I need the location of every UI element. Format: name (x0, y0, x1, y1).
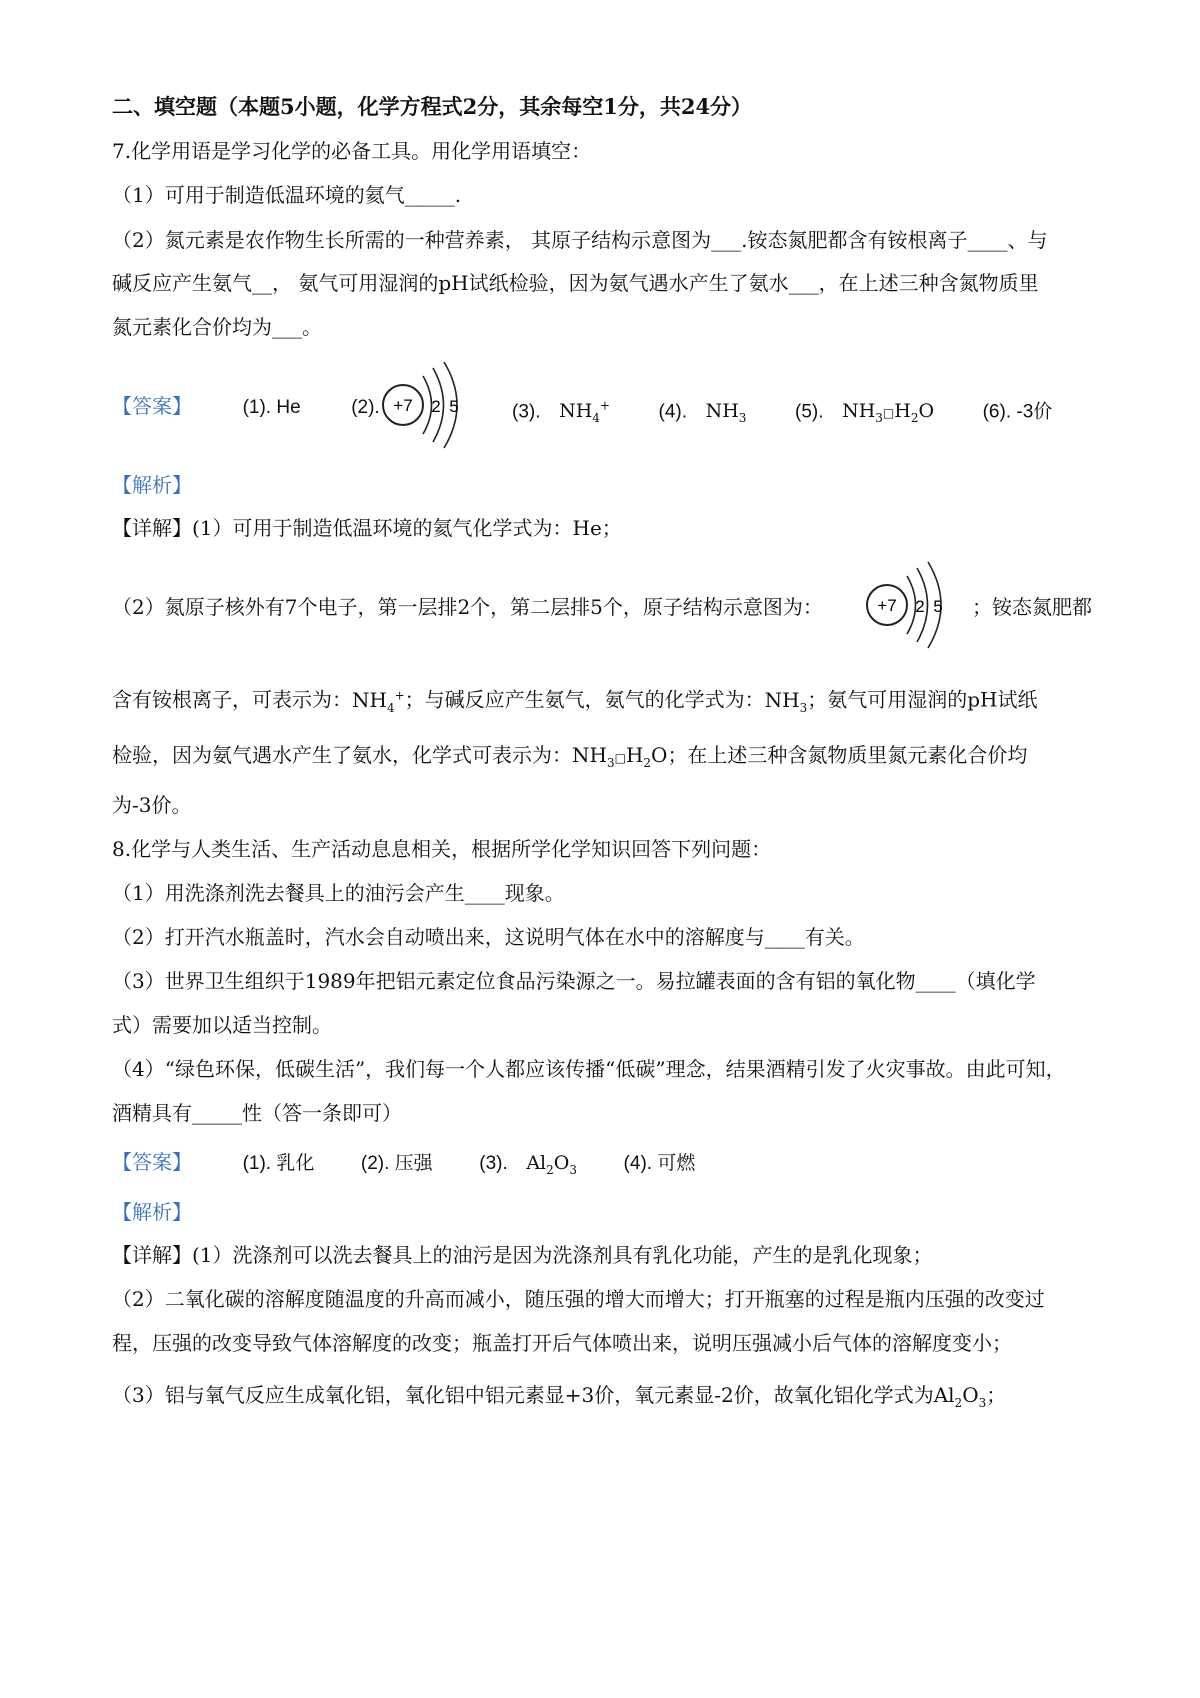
q7-stem: 7.化学用语是学习化学的必备工具。用化学用语填空： (112, 139, 592, 163)
q7-detail-2a: （2）氮原子核外有7个电子，第一层排2个，第二层排5个，原子结构示意图为： (112, 595, 823, 619)
q8-answer-2: (2). 压强 (360, 1153, 433, 1174)
q7-answer-2-label: (2). (351, 397, 380, 418)
q8-part3-line2: 式）需要加以适当控制。 (112, 1013, 332, 1037)
q7-part2-line2: 碱反应产生氨气__， 氨气可用湿润的pH试纸检验，因为氨气遇水产生了氨水___，在上述三种含氮物质里 (112, 271, 1039, 295)
shell2-electrons: 5 (449, 397, 459, 416)
q8-part2: （2）打开汽水瓶盖时，汽水会自动喷出来，这说明气体在水中的溶解度与____有关。 (112, 925, 865, 949)
q8-stem: 8.化学与人类生活、生产活动息息相关，根据所学化学知识回答下列问题： (112, 837, 772, 861)
q7-answer-6: (6). -3价 (982, 401, 1053, 423)
nh3-text: NH (705, 400, 739, 423)
q7-detail-4a: 检验，因为氨气遇水产生了氨水，化学式可表示为： (112, 743, 572, 767)
q7-detail-4 (112, 740, 1100, 778)
o-sub: 3 (569, 1162, 577, 1177)
q8-answer-label: 【答案】 (112, 1150, 192, 1174)
al-text: Al (526, 1152, 547, 1174)
q7-answer-5-formula (842, 400, 935, 426)
shell1-electrons: 2 (431, 397, 441, 416)
q8-answer-4: (4). 可燃 (623, 1153, 696, 1174)
nh3h2o-sub2-2: 2 (643, 756, 652, 770)
q8-detail-al2o3 (933, 1383, 987, 1410)
nh3-sub-2: 3 (799, 700, 808, 715)
q8-answer-1: (1). 乳化 (242, 1153, 315, 1174)
nh4-sub-2: 4 (386, 700, 395, 715)
nh3h2o-o-2: O (651, 743, 668, 767)
nh3h2o-o: O (918, 400, 935, 423)
q7-detail-1: 【详解】(1）可用于制造低温环境的氦气化学式为：He； (112, 516, 622, 540)
q7-detail-3 (112, 680, 1100, 723)
nh4-sup-2: + (394, 688, 405, 702)
nh4-text-2: NH (352, 687, 387, 712)
q8-part1: （1）用洗涤剂洗去餐具上的油污会产生____现象。 (112, 881, 565, 905)
nucleus-charge-2: +7 (877, 596, 897, 615)
q7-detail-3a: 含有铵根离子，可表示为： (112, 687, 352, 712)
nh3-text-2: NH (764, 687, 800, 712)
al-sub: 2 (546, 1162, 554, 1177)
q7-detail-4b: ；在上述三种含氮物质里氮元素化合价均 (667, 743, 1028, 767)
o-text-2: O (962, 1383, 979, 1407)
nh3h2o-n-2: NH (572, 743, 607, 767)
q7-answer-4-label: (4). (658, 401, 688, 423)
nh3h2o-sub1: 3 (875, 411, 883, 426)
q7-answer-1: (1). He (242, 397, 301, 418)
q8-part3-line1: （3）世界卫生组织于1989年把铝元素定位食品污染源之一。易拉罐表面的含有铝的氧化物____（填化学 (112, 969, 1036, 993)
q7-answer-row-2 (512, 391, 1052, 433)
q8-part4-line2: 酒精具有_____性（答一条即可） (112, 1101, 402, 1125)
q7-detail-nh3h2o (572, 743, 668, 770)
q8-detail-3b: ； (986, 1383, 1007, 1407)
q8-answer-row (112, 1147, 1100, 1185)
section-title: 二、填空题（本题5小题，化学方程式2分，其余每空1分，共24分） (112, 94, 753, 119)
q7-detail-3c: ；氨气可用湿润的pH试纸 (807, 687, 1038, 712)
q7-answer-3-label: (3). (512, 401, 541, 423)
q7-detail-5: 为-3价。 (112, 793, 192, 817)
q7-answer-4-formula (705, 400, 747, 426)
q8-part4-line1: （4）“绿色环保，低碳生活”，我们每一个人都应该传播“低碳”理念，结果酒精引发了火灾事故。由此可知， (112, 1057, 1066, 1081)
shell-arc-1b (907, 576, 916, 634)
nh3h2o-h-2: H (625, 743, 644, 767)
q8-analysis-label: 【解析】 (112, 1200, 192, 1224)
nh3h2o-sub1-2: 3 (606, 756, 615, 770)
q7-part1: （1）可用于制造低温环境的氦气_____. (112, 183, 462, 207)
nh4-sup: + (599, 399, 610, 413)
nh3h2o-dot: □ (882, 406, 895, 421)
q7-part2-line1: （2）氮元素是农作物生长所需的一种营养素， 其原子结构示意图为___.铵态氮肥都含有铵根离子____、与 (112, 228, 1048, 252)
q7-detail-3b: ；与碱反应产生氨气，氨气的化学式为： (404, 687, 765, 712)
q8-detail-2-line2: 程，压强的改变导致气体溶解度的改变；瓶盖打开后气体喷出来，说明压强减小后气体的溶解度变小； (112, 1331, 1012, 1355)
nh4-text: NH (559, 400, 593, 423)
q8-detail-2-line1: （2）二氧化碳的溶解度随温度的升高而减小，随压强的增大而增大；打开瓶塞的过程是瓶内压强的改变过 (112, 1287, 1045, 1311)
q7-detail-atom-diagram (862, 558, 972, 652)
nh3h2o-n: NH (842, 400, 876, 423)
o-text: O (553, 1152, 570, 1174)
shell1-electrons-2: 2 (915, 597, 925, 616)
q7-answer-3-formula (559, 399, 610, 426)
nh4-sub: 4 (592, 411, 600, 426)
q8-detail-1: 【详解】(1）洗涤剂可以洗去餐具上的油污是因为洗涤剂具有乳化功能，产生的是乳化现象； (112, 1243, 933, 1267)
al-text-2: Al (933, 1383, 955, 1407)
q8-answer-3-label: (3). (479, 1153, 508, 1174)
nh3h2o-dot-2: □ (614, 751, 626, 765)
o-sub-2: 3 (978, 1396, 987, 1410)
q8-answer-3-formula (526, 1152, 577, 1177)
q7-analysis-label: 【解析】 (112, 473, 192, 497)
shell2-electrons-2: 5 (933, 597, 943, 616)
nh3h2o-h: H (894, 400, 911, 423)
nh3h2o-sub2: 2 (910, 411, 919, 426)
nucleus-charge: +7 (393, 396, 413, 415)
al-sub-2: 2 (954, 1396, 963, 1410)
q7-detail-nh4 (352, 687, 405, 715)
q7-detail-nh3 (764, 687, 808, 715)
q7-detail-2b: ；铵态氮肥都 (972, 595, 1092, 619)
q8-detail-3 (112, 1380, 1100, 1418)
q7-atom-diagram (378, 358, 488, 452)
q8-detail-3a: （3）铝与氧气反应生成氧化铝，氧化铝中铝元素显+3价，氧元素显-2价，故氧化铝化学式为 (112, 1383, 934, 1407)
q7-answer-label: 【答案】 (112, 394, 192, 418)
shell-arc-1 (423, 376, 432, 434)
q7-answer-5-label: (5). (795, 401, 824, 423)
q7-part2-line3: 氮元素化合价均为___。 (112, 315, 322, 339)
nh3-sub: 3 (738, 411, 747, 426)
